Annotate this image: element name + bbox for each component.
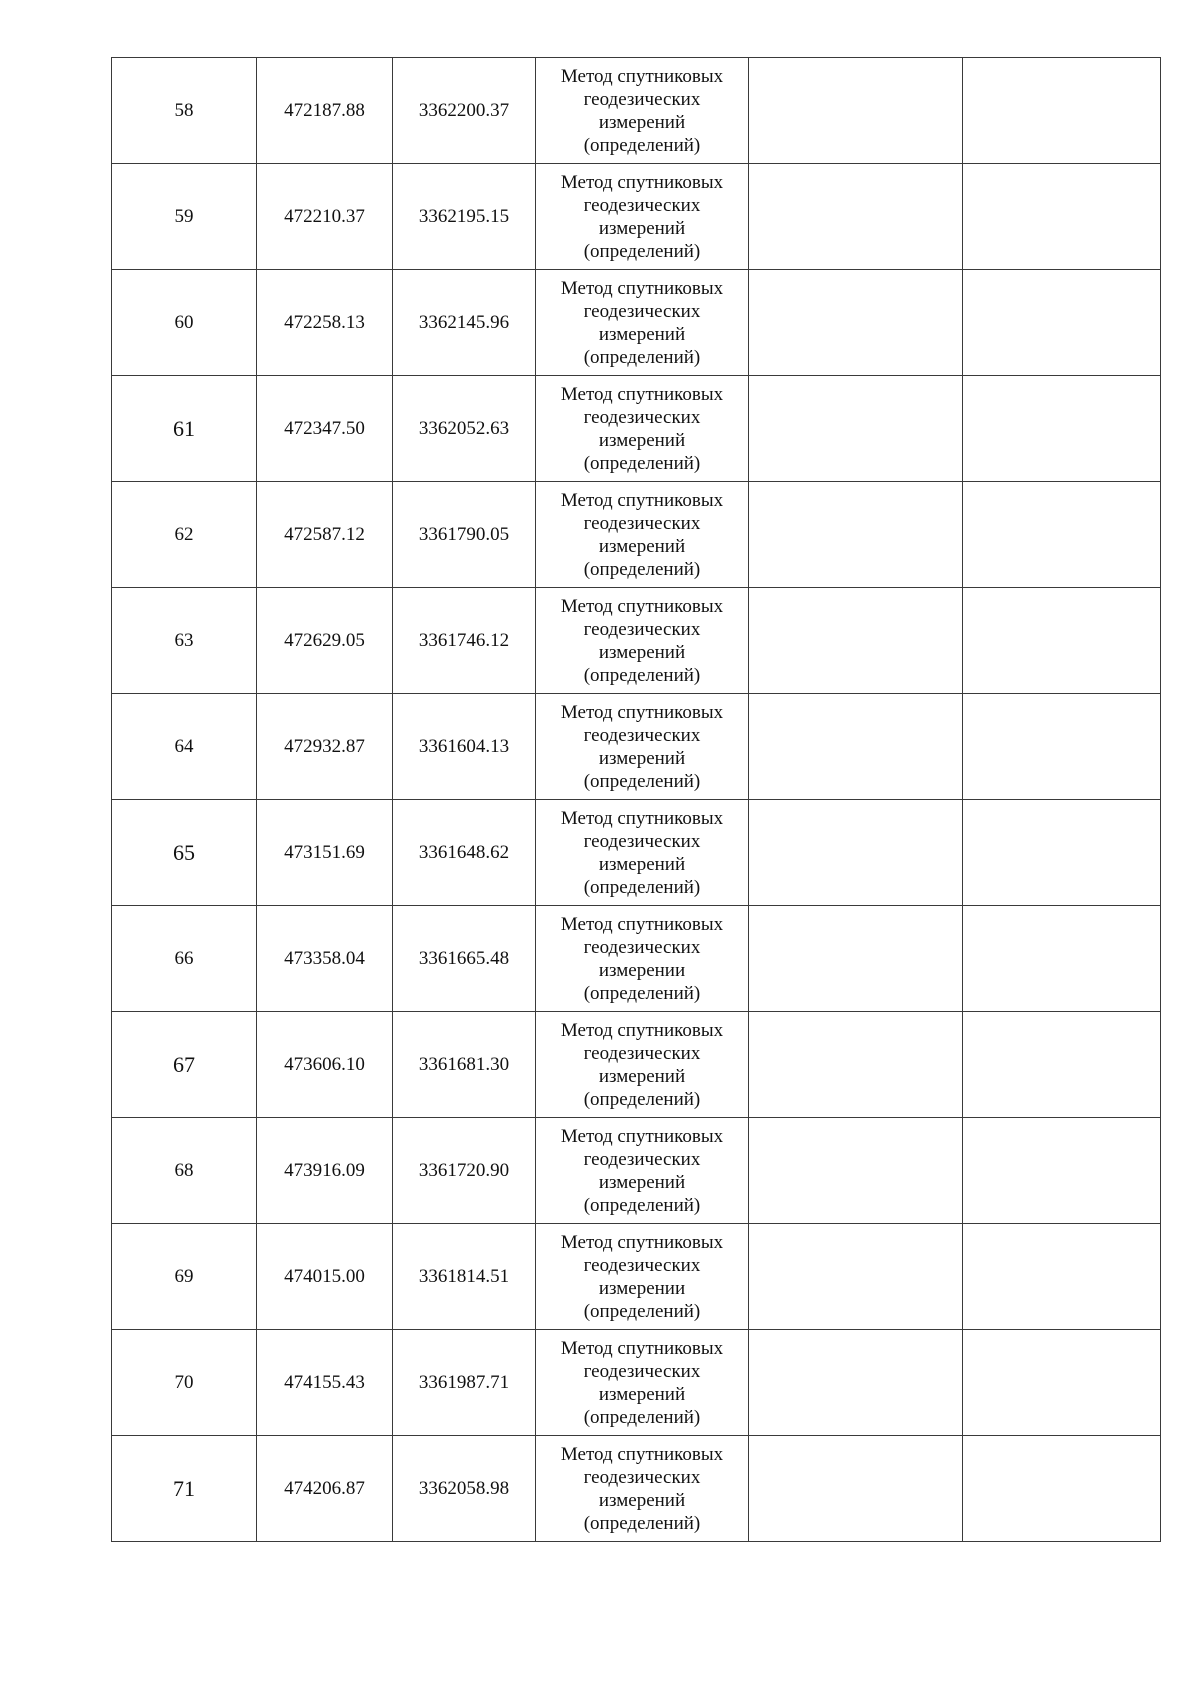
y-coordinate-cell: 3362195.15: [393, 164, 536, 270]
x-coordinate-cell: 472347.50: [257, 376, 393, 482]
table-row: [112, 376, 1161, 482]
x-coordinate-cell: 472258.13: [257, 270, 393, 376]
empty-cell-1: [749, 588, 963, 694]
point-number-cell: 63: [112, 588, 257, 694]
table-row: [112, 1012, 1161, 1118]
table-row: [112, 588, 1161, 694]
empty-cell-2: [963, 270, 1161, 376]
point-number-cell: 64: [112, 694, 257, 800]
x-coordinate-cell: 472629.05: [257, 588, 393, 694]
y-coordinate-cell: 3362052.63: [393, 376, 536, 482]
method-cell: Метод спутниковых геодезических измерений (определений): [536, 588, 749, 694]
empty-cell-1: [749, 376, 963, 482]
point-number-cell: 65: [112, 800, 257, 906]
empty-cell-1: [749, 694, 963, 800]
empty-cell-2: [963, 376, 1161, 482]
empty-cell-2: [963, 164, 1161, 270]
empty-cell-2: [963, 1436, 1161, 1542]
y-coordinate-cell: 3362200.37: [393, 58, 536, 164]
y-coordinate-cell: 3361665.48: [393, 906, 536, 1012]
method-cell: Метод спутниковых геодезических измерений (определений): [536, 1118, 749, 1224]
empty-cell-2: [963, 906, 1161, 1012]
method-cell: Метод спутниковых геодезических измерений (определений): [536, 1012, 749, 1118]
empty-cell-1: [749, 270, 963, 376]
point-number-cell: 68: [112, 1118, 257, 1224]
method-cell: Метод спутниковых геодезических измерений (определений): [536, 164, 749, 270]
empty-cell-2: [963, 800, 1161, 906]
method-cell: Метод спутниковых геодезических измерений (определений): [536, 482, 749, 588]
x-coordinate-cell: 472587.12: [257, 482, 393, 588]
table-row: [112, 482, 1161, 588]
x-coordinate-cell: 474015.00: [257, 1224, 393, 1330]
point-number-cell: 60: [112, 270, 257, 376]
table-row: [112, 1436, 1161, 1542]
point-number-cell: 58: [112, 58, 257, 164]
coordinates-table-body: [112, 58, 1161, 1542]
table-row: [112, 1330, 1161, 1436]
empty-cell-1: [749, 1436, 963, 1542]
y-coordinate-cell: 3361746.12: [393, 588, 536, 694]
point-number-cell: 70: [112, 1330, 257, 1436]
x-coordinate-cell: 472210.37: [257, 164, 393, 270]
y-coordinate-cell: 3362058.98: [393, 1436, 536, 1542]
coordinates-table: [111, 57, 1161, 1542]
method-cell: Метод спутниковых геодезических измерений (определений): [536, 1436, 749, 1542]
empty-cell-2: [963, 1330, 1161, 1436]
empty-cell-2: [963, 58, 1161, 164]
method-cell: Метод спутниковых геодезических измерений (определений): [536, 1330, 749, 1436]
point-number-cell: 59: [112, 164, 257, 270]
x-coordinate-cell: 473606.10: [257, 1012, 393, 1118]
y-coordinate-cell: 3361604.13: [393, 694, 536, 800]
y-coordinate-cell: 3362145.96: [393, 270, 536, 376]
empty-cell-2: [963, 588, 1161, 694]
empty-cell-1: [749, 906, 963, 1012]
table-row: [112, 1224, 1161, 1330]
point-number-cell: 62: [112, 482, 257, 588]
empty-cell-1: [749, 58, 963, 164]
x-coordinate-cell: 474206.87: [257, 1436, 393, 1542]
point-number-cell: 66: [112, 906, 257, 1012]
x-coordinate-cell: 473916.09: [257, 1118, 393, 1224]
empty-cell-1: [749, 1330, 963, 1436]
y-coordinate-cell: 3361814.51: [393, 1224, 536, 1330]
y-coordinate-cell: 3361720.90: [393, 1118, 536, 1224]
y-coordinate-cell: 3361648.62: [393, 800, 536, 906]
table-row: [112, 1118, 1161, 1224]
method-cell: Метод спутниковых геодезических измерений (определений): [536, 270, 749, 376]
empty-cell-1: [749, 800, 963, 906]
point-number-cell: 61: [112, 376, 257, 482]
table-row: [112, 694, 1161, 800]
x-coordinate-cell: 472187.88: [257, 58, 393, 164]
empty-cell-2: [963, 1224, 1161, 1330]
method-cell: Метод спутниковых геодезических измерении (определений): [536, 1224, 749, 1330]
empty-cell-1: [749, 482, 963, 588]
table-row: [112, 270, 1161, 376]
method-cell: Метод спутниковых геодезических измерении (определений): [536, 906, 749, 1012]
table-row: [112, 906, 1161, 1012]
point-number-cell: 71: [112, 1436, 257, 1542]
x-coordinate-cell: 474155.43: [257, 1330, 393, 1436]
empty-cell-1: [749, 1118, 963, 1224]
point-number-cell: 69: [112, 1224, 257, 1330]
method-cell: Метод спутниковых геодезических измерений (определений): [536, 58, 749, 164]
table-row: [112, 800, 1161, 906]
empty-cell-1: [749, 1224, 963, 1330]
empty-cell-2: [963, 1012, 1161, 1118]
empty-cell-2: [963, 482, 1161, 588]
y-coordinate-cell: 3361987.71: [393, 1330, 536, 1436]
method-cell: Метод спутниковых геодезических измерений (определений): [536, 694, 749, 800]
empty-cell-1: [749, 1012, 963, 1118]
x-coordinate-cell: 472932.87: [257, 694, 393, 800]
empty-cell-2: [963, 1118, 1161, 1224]
x-coordinate-cell: 473151.69: [257, 800, 393, 906]
table-row: [112, 58, 1161, 164]
table-row: [112, 164, 1161, 270]
x-coordinate-cell: 473358.04: [257, 906, 393, 1012]
y-coordinate-cell: 3361681.30: [393, 1012, 536, 1118]
method-cell: Метод спутниковых геодезических измерений (определений): [536, 800, 749, 906]
empty-cell-1: [749, 164, 963, 270]
point-number-cell: 67: [112, 1012, 257, 1118]
method-cell: Метод спутниковых геодезических измерений (определений): [536, 376, 749, 482]
y-coordinate-cell: 3361790.05: [393, 482, 536, 588]
empty-cell-2: [963, 694, 1161, 800]
